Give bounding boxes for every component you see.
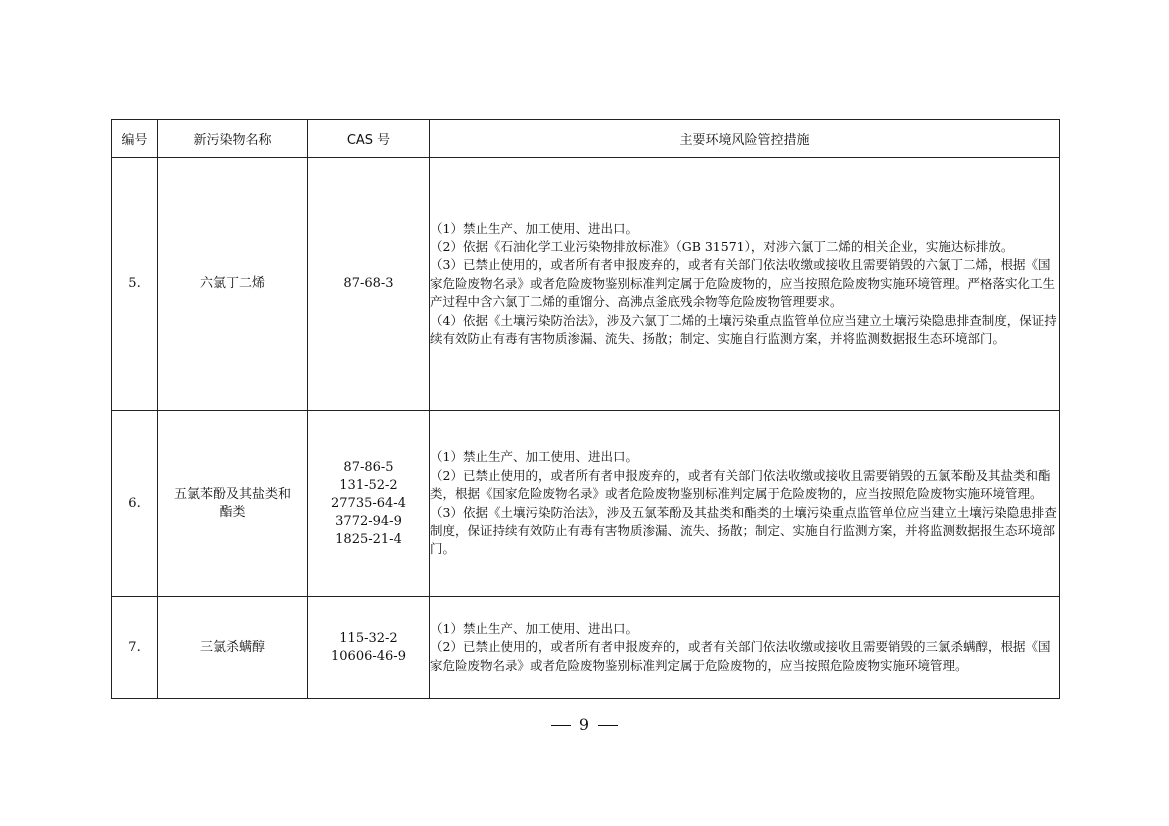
row-number: 6. xyxy=(112,411,158,597)
cas-number: 3772-94-9 xyxy=(335,513,402,529)
footer-dash-left xyxy=(551,725,571,726)
cas-number: 131-52-2 xyxy=(339,477,398,493)
measure-item: （1）禁止生产、加工使用、进出口。 xyxy=(430,220,638,236)
header-pollutant-name: 新污染物名称 xyxy=(158,120,308,158)
cas-number: 1825-21-4 xyxy=(335,531,402,547)
cas-number: 115-32-2 xyxy=(339,630,398,646)
table-row xyxy=(112,597,1060,699)
row-number: 5. xyxy=(112,158,158,411)
pollutant-name: 六氯丁二烯 xyxy=(158,158,308,411)
control-measures xyxy=(430,411,1060,597)
measure-item: （2）已禁止使用的，或者所有者申报废弃的，或者有关部门依法收缴或接收且需要销毁的五氯苯酚及其盐类和酯类，根据《国家危险废物名录》或者危险废物鉴别标准判定属于危险废物的，应当按照危险废物实施环境管理。 xyxy=(430,467,1051,502)
table-row xyxy=(112,158,1060,411)
page-footer xyxy=(0,715,1169,734)
control-measures xyxy=(430,597,1060,699)
cas-numbers xyxy=(308,411,430,597)
cas-number: 27735-64-4 xyxy=(331,495,406,511)
measure-item: （4）依据《土壤污染防治法》，涉及六氯丁二烯的土壤污染重点监管单位应当建立土壤污染隐患排查制度，保证持续有效防止有毒有害物质渗漏、流失、扬散；制定、实施自行监测方案，并将监测数据报生态环境部门。 xyxy=(430,312,1057,347)
measure-item: （1）禁止生产、加工使用、进出口。 xyxy=(430,620,638,636)
header-number: 编号 xyxy=(112,120,158,158)
measure-item: （1）禁止生产、加工使用、进出口。 xyxy=(430,449,638,465)
pollutant-name: 五氯苯酚及其盐类和酯类 xyxy=(158,411,308,597)
measure-item: （2）依据《石油化学工业污染物排放标准》（GB 31571），对涉六氯丁二烯的相关企业，实施达标排放。 xyxy=(430,238,1014,254)
cas-number: 87-68-3 xyxy=(343,276,394,291)
control-measures xyxy=(430,158,1060,411)
header-measures: 主要环境风险管控措施 xyxy=(430,120,1060,158)
table-row xyxy=(112,411,1060,597)
cas-numbers xyxy=(308,597,430,699)
pollutant-name: 三氯杀螨醇 xyxy=(158,597,308,699)
header-cas: CAS 号 xyxy=(308,120,430,158)
page-number: 9 xyxy=(578,715,591,734)
measure-item: （2）已禁止使用的，或者所有者申报废弃的，或者有关部门依法收缴或接收且需要销毁的三氯杀螨醇，根据《国家危险废物名录》或者危险废物鉴别标准判定属于危险废物的，应当按照危险废物实施环境管理。 xyxy=(430,639,1051,673)
cas-number: 10606-46-9 xyxy=(331,648,406,664)
cas-numbers xyxy=(308,158,430,411)
cas-number: 87-86-5 xyxy=(343,459,394,475)
table-header-row xyxy=(112,120,1060,158)
row-number: 7. xyxy=(112,597,158,699)
measure-item: （3）依据《土壤污染防治法》，涉及五氯苯酚及其盐类和酯类的土壤污染重点监管单位应当建立土壤污染隐患排查制度，保证持续有效防止有毒有害物质渗漏、流失、扬散；制定、实施自行监测方案，并将监测数据报生态环境部门。 xyxy=(430,504,1057,557)
pollutant-table xyxy=(111,119,1060,699)
footer-dash-right xyxy=(598,725,618,726)
measure-item: （3）已禁止使用的，或者所有者申报废弃的，或者有关部门依法收缴或接收且需要销毁的六氯丁二烯，根据《国家危险废物名录》或者危险废物鉴别标准判定属于危险废物的，应当按照危险废物实施环境管理。严格落实化工生产过程中含六氯丁二烯的重馏分、高沸点釜底残余物等危险废物管理要求。 xyxy=(430,257,1056,310)
